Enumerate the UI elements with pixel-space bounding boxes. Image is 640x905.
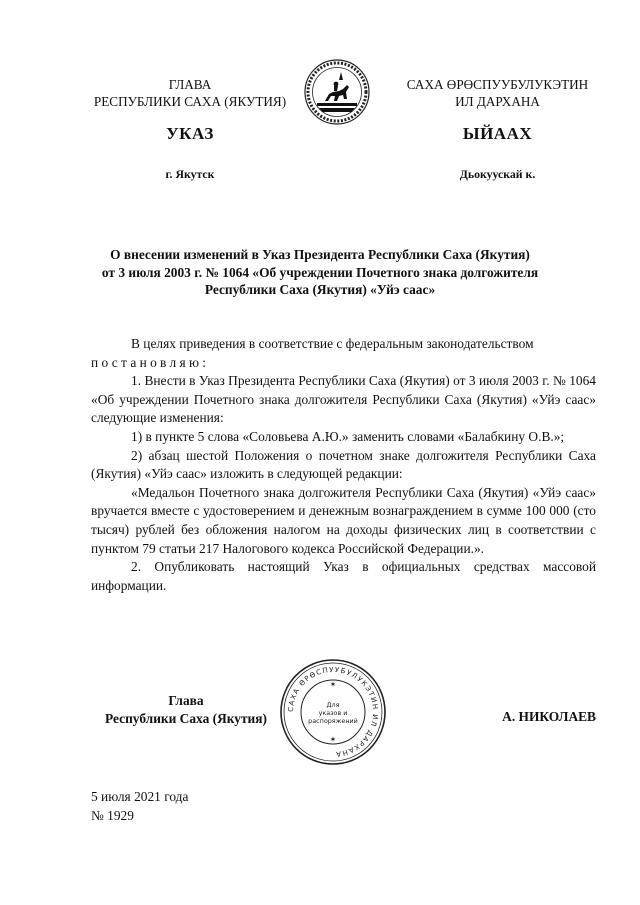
title-line1: О внесении изменений в Указ Президента Республики Саха (Якутия) [110, 247, 530, 262]
document-date-number [91, 787, 188, 825]
header-left-line2: РЕСПУБЛИКИ САХА (ЯКУТИЯ) [93, 94, 287, 109]
subitem-1: 1) в пункте 5 слова «Соловьева А.Ю.» заменить словами «Балабкину О.В.»; [131, 428, 565, 444]
preamble: В целях приведения в соответствие с федеральным законодательством [131, 336, 534, 351]
signatory-title-line1: Глава [168, 693, 204, 708]
svg-text:САХА ӨРӨСПУУБУЛУКЭТИН ИЛ ДАРХА: САХА ӨРӨСПУУБУЛУКЭТИН ИЛ ДАРХАНА [286, 665, 380, 759]
svg-text:Для: Для [326, 701, 340, 709]
svg-text:✶: ✶ [329, 680, 337, 689]
city-yakutsk-sakha: Дьокуускай к. [459, 167, 536, 181]
header-right-line1: САХА ӨРӨСПУУБУЛУКЭТИН [406, 77, 589, 92]
subitem-2: 2) абзац шестой Положения о почетном знаке долгожителя Республики Саха (Якутия) «Уйэ саас» изложить в следующей редакции: [91, 447, 596, 482]
title-line3: Республики Саха (Якутия) «Уйэ саас» [204, 282, 436, 297]
signatory-title [91, 692, 281, 727]
item-2: 2. Опубликовать настоящий Указ в официальных средствах массовой информации. [91, 559, 596, 593]
document-date: 5 июля 2021 года [91, 789, 189, 804]
signatory-title-line2: Республики Саха (Якутия) [105, 710, 267, 726]
document-title [70, 246, 570, 299]
doc-type-yiyaah: ЫЙААХ [462, 124, 533, 143]
signatory-name: А. НИКОЛАЕВ [502, 709, 596, 724]
title-line2: от 3 июля 2003 г. № 1064 «Об учреждении Почетного знака долгожителя [101, 264, 539, 280]
header-right [385, 76, 610, 110]
document-body [91, 335, 596, 595]
document-number: № 1929 [91, 808, 134, 823]
header-left [80, 76, 300, 110]
svg-text:распоряжений: распоряжений [308, 717, 358, 725]
header-left-line1: ГЛАВА [168, 77, 212, 92]
doc-type-ukaz: УКАЗ [166, 124, 214, 143]
official-seal-stamp [278, 657, 388, 767]
coat-of-arms-emblem [303, 58, 371, 126]
item-1: 1. Внести в Указ Президента Республики Саха (Якутия) от 3 июля 2003 г. № 1064 «Об учреждении Почетного знака долгожителя Республики Саха (Якутия) «Уйэ саас» следующие изменения: [91, 373, 596, 426]
header-right-line2: ИЛ ДАРХАНА [455, 94, 540, 109]
svg-text:указов и: указов и [318, 709, 348, 717]
city-yakutsk: г. Якутск [165, 167, 215, 181]
svg-text:✶: ✶ [329, 735, 337, 744]
decree-word: постановляю: [91, 354, 210, 370]
new-wording: «Медальон Почетного знака долгожителя Республики Саха (Якутия) «Уйэ саас» вручается вместе с удостоверением и денежным вознаграждением в сумме 100 000 (сто тысяч) рублей без обложения налогом на доходы физических лиц в соответствии с пунктом 79 статьи 217 Налогового кодекса Российской Федерации.». [91, 484, 596, 556]
